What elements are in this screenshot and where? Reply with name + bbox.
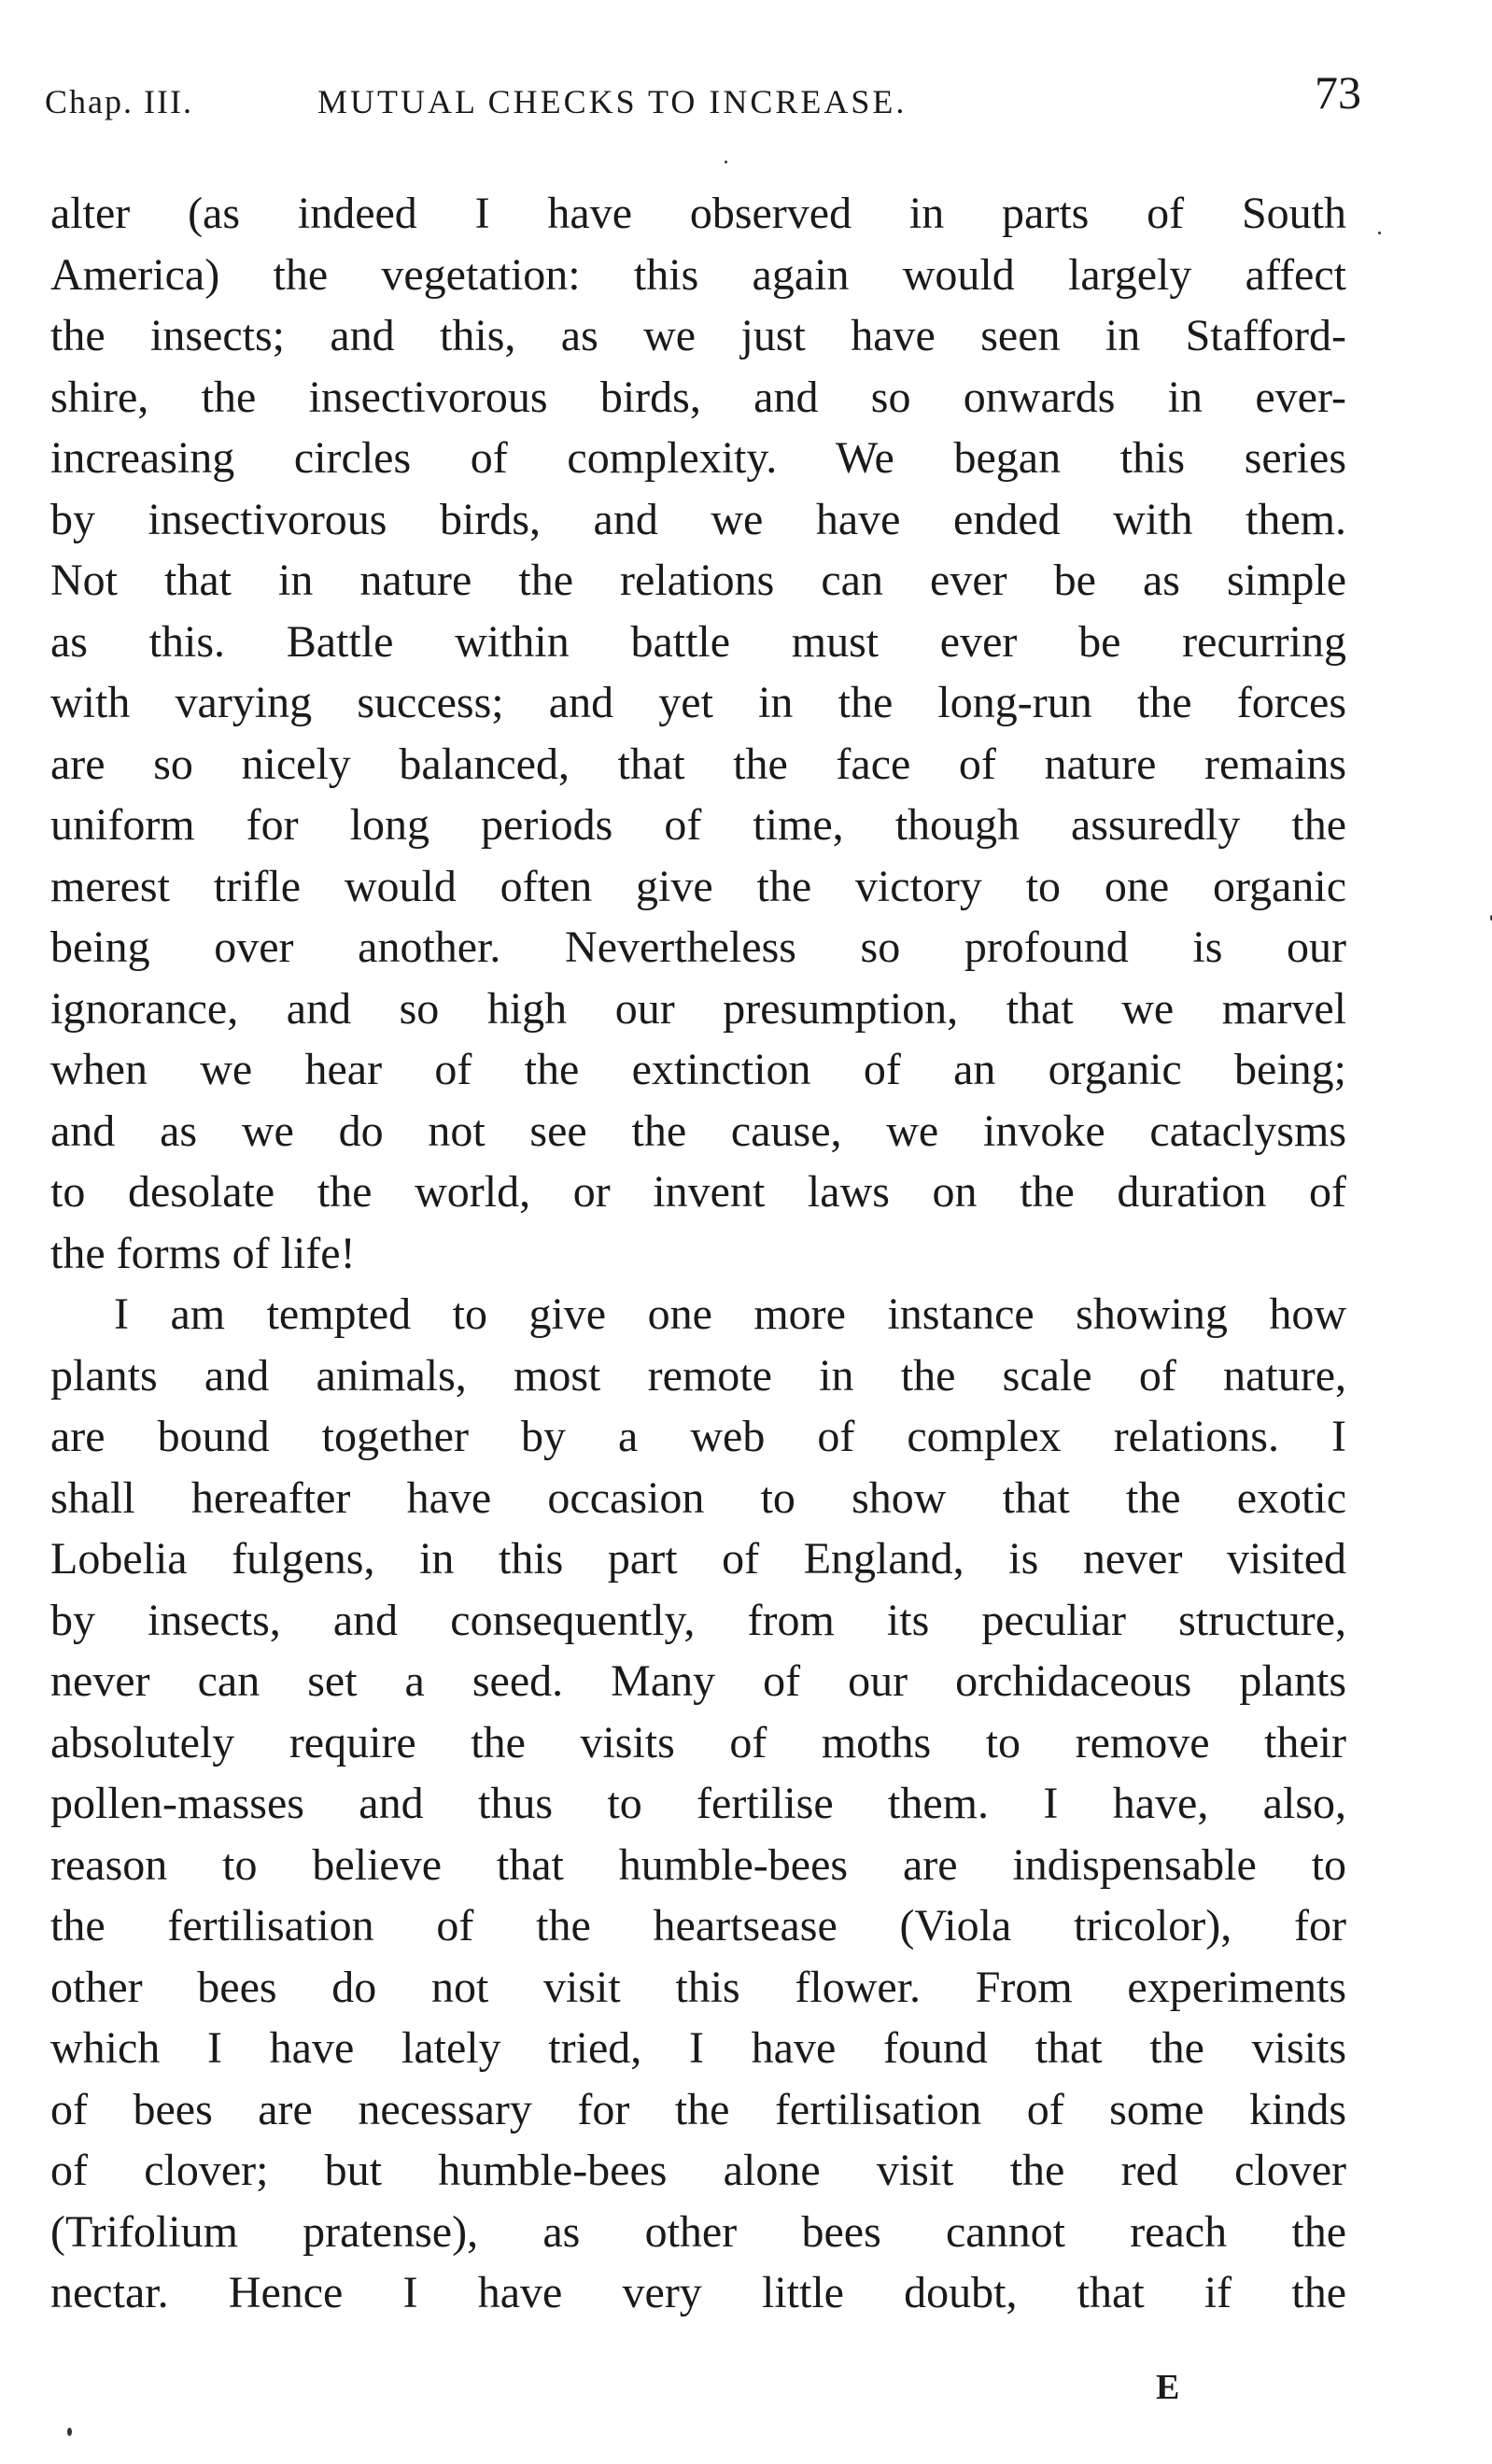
text-line: are bound together by a web of complex relations. I [50, 1412, 1346, 1461]
running-title: MUTUAL CHECKS TO INCREASE. [317, 83, 908, 120]
signature-mark: E [1156, 2368, 1180, 2407]
text-line: other bees do not visit this flower. From experiments [50, 1962, 1346, 2012]
text-line: with varying success; and yet in the long-run the forces [50, 678, 1346, 727]
text-line: and as we do not see the cause, we invoke cataclysms [50, 1105, 1346, 1156]
text-line: by insects, and consequently, from its peculiar structure, [50, 1595, 1346, 1645]
text-line: plants and animals, most remote in the scale of nature, [50, 1350, 1346, 1401]
text-line: shall hereafter have occasion to show that the exotic [50, 1472, 1346, 1523]
text-line: the forms of life! [50, 1228, 356, 1278]
text-line: I am tempted to give one more instance showing how [114, 1289, 1346, 1339]
text-line: (Trifolium pratense), as other bees cannot reach the [50, 2206, 1346, 2257]
text-line: being over another. Nevertheless so profound is our [50, 922, 1346, 972]
body-text [50, 183, 1346, 2324]
text-line: by insectivorous birds, and we have ended with them. [50, 494, 1346, 544]
text-line: never can set a seed. Many of our orchidaceous plants [50, 1656, 1346, 1706]
text-line: as this. Battle within battle must ever be recurring [50, 616, 1346, 667]
ink-speck [725, 161, 727, 163]
text-line: alter (as indeed I have observed in parts of South [50, 189, 1346, 238]
text-line: pollen-masses and thus to fertilise them. I have, also, [50, 1779, 1346, 1828]
text-line: merest trifle would often give the victory to one organic [50, 861, 1346, 911]
text-line: America) the vegetation: this again would largely affect [50, 249, 1346, 300]
chapter-label: Chap. III. [45, 83, 193, 120]
text-line: which I have lately tried, I have found that the visits [50, 2023, 1346, 2073]
text-line: are so nicely balanced, that the face of nature remains [50, 739, 1346, 789]
text-line: absolutely require the visits of moths to remove their [50, 1717, 1346, 1767]
text-line: uniform for long periods of time, though assuredly the [50, 800, 1346, 850]
text-line: increasing circles of complexity. We began this series [50, 433, 1346, 483]
ink-speck [67, 2428, 72, 2436]
text-line: of bees are necessary for the fertilisation of some kinds [50, 2084, 1346, 2134]
text-line: the insects; and this, as we just have seen in Stafford- [50, 311, 1346, 360]
paragraph-1 [50, 183, 1346, 1284]
paragraph-2 [50, 1284, 1346, 2324]
text-line: Not that in nature the relations can ever be as simple [50, 556, 1346, 605]
running-head [45, 65, 1361, 131]
text-line: ignorance, and so high our presumption, that we marvel [50, 983, 1346, 1034]
text-line: the fertilisation of the heartsease (Viola tricolor), for [50, 1901, 1346, 1950]
text-line: reason to believe that humble-bees are indispensable to [50, 1839, 1346, 1890]
text-line: to desolate the world, or invent laws on the duration of [50, 1167, 1346, 1217]
text-line: Lobelia fulgens, in this part of England, is never visited [50, 1534, 1346, 1584]
text-line: nectar. Hence I have very little doubt, that if the [50, 2268, 1346, 2317]
text-line: of clover; but humble-bees alone visit the red clover [50, 2146, 1346, 2195]
page-number: 73 [1315, 66, 1361, 119]
ink-speck [1378, 232, 1381, 234]
text-line: shire, the insectivorous birds, and so onwards in ever- [50, 372, 1346, 422]
text-line: when we hear of the extinction of an organic being; [50, 1045, 1346, 1094]
